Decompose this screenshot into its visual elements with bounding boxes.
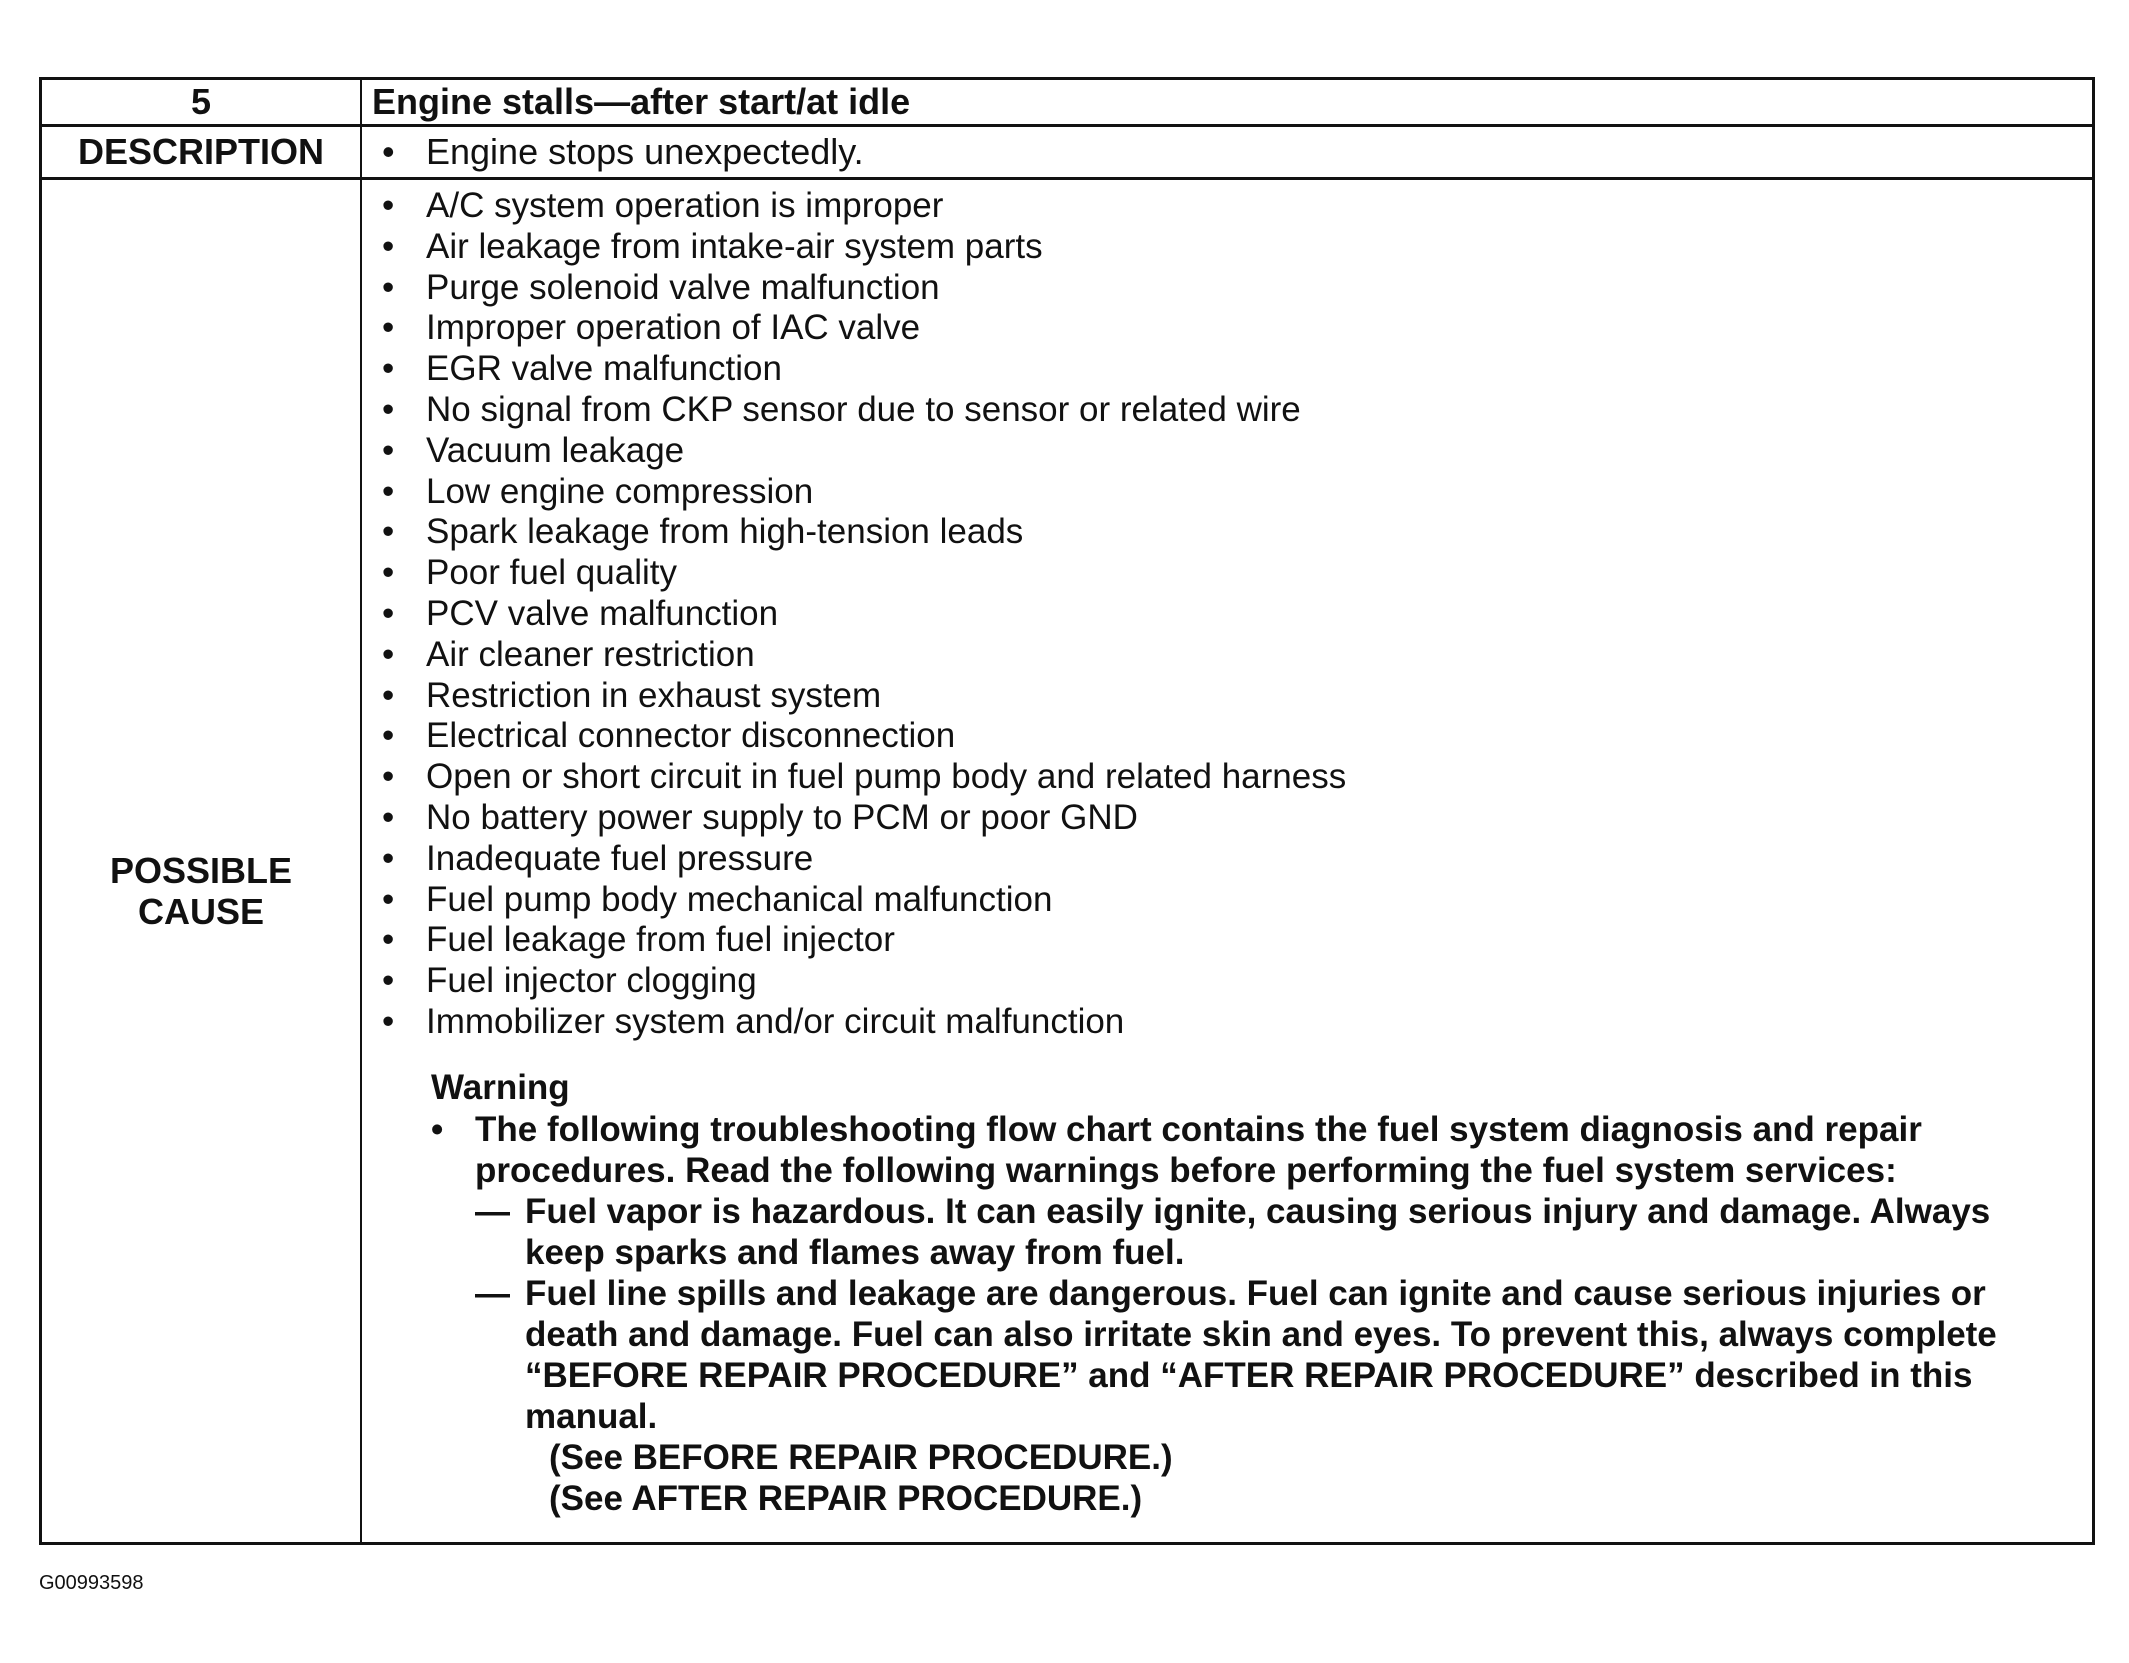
cause-item: • Electrical connector disconnection xyxy=(382,716,956,756)
bullet-icon: • xyxy=(382,553,395,593)
cause-item: • Air leakage from intake-air system parts xyxy=(382,226,1043,266)
bullet-icon: • xyxy=(382,961,395,1001)
possible-cause-label xyxy=(42,180,362,1542)
cause-item: • Immobilizer system and/or circuit malfunction xyxy=(382,1001,1125,1041)
cause-item: • Low engine compression xyxy=(382,471,814,511)
bullet-icon: • xyxy=(382,879,395,919)
cause-item: • A/C system operation is improper xyxy=(382,186,944,225)
bullet-icon: • xyxy=(382,430,395,470)
warning-block xyxy=(431,1067,2062,1519)
cause-list xyxy=(362,180,2092,1043)
cause-item: • Spark leakage from high-tension leads xyxy=(382,512,1024,552)
description-cell xyxy=(362,127,2092,177)
bullet-icon: • xyxy=(382,186,395,225)
bullet-icon: • xyxy=(382,349,395,389)
warning-item xyxy=(431,1109,2062,1519)
cause-item: • PCV valve malfunction xyxy=(382,593,779,633)
cause-item: • Open or short circuit in fuel pump body and related harness xyxy=(382,757,1347,797)
bullet-icon: • xyxy=(382,838,395,878)
cause-item: • Purge solenoid valve malfunction xyxy=(382,267,940,307)
bullet-icon: • xyxy=(382,1001,395,1041)
bullet-icon: • xyxy=(382,131,395,172)
description-label: DESCRIPTION xyxy=(42,127,362,177)
symptom-number: 5 xyxy=(42,80,362,124)
see-after-reference: (See AFTER REPAIR PROCEDURE.) xyxy=(549,1479,1143,1518)
cause-item: • Improper operation of IAC valve xyxy=(382,308,921,348)
warning-sub-item: — Fuel vapor is hazardous. It can easily ignite, causing serious injury and damage. Always keep sparks and flames away from fuel. xyxy=(475,1192,1991,1272)
see-before-reference: (See BEFORE REPAIR PROCEDURE.) xyxy=(549,1438,1173,1477)
bullet-icon: • xyxy=(382,226,395,266)
possible-cause-label-line2: CAUSE xyxy=(137,891,264,932)
bullet-icon: • xyxy=(382,512,395,552)
cause-item: • Fuel pump body mechanical malfunction xyxy=(382,879,1053,919)
bullet-icon: • xyxy=(382,634,395,674)
cause-item: • Air cleaner restriction xyxy=(382,634,755,674)
description-text: Engine stops unexpectedly. xyxy=(426,131,864,172)
bullet-icon: • xyxy=(382,308,395,348)
bullet-icon: • xyxy=(382,757,395,797)
warning-sub-list xyxy=(475,1191,2062,1519)
symptom-title: Engine stalls—after start/at idle xyxy=(372,81,911,122)
warning-sub-item: — Fuel line spills and leakage are dangerous. Fuel can ignite and cause serious injuries or death and damage. Fuel can also irritate skin and eyes. To prevent this, always complete “BEFORE REPAIR PROCEDURE” and “AFTER REPAIR PROCEDURE” described in this manual. xyxy=(475,1274,1997,1436)
bullet-icon: • xyxy=(382,593,395,633)
cause-item: • EGR valve malfunction xyxy=(382,349,782,389)
cause-item: • No battery power supply to PCM or poor GND xyxy=(382,797,1138,837)
bullet-icon: • xyxy=(382,675,395,715)
warning-main-text: The following troubleshooting flow chart contains the fuel system diagnosis and repair procedures. Read the following warnings before performing the fuel system services: xyxy=(475,1110,1922,1190)
possible-cause-row xyxy=(42,180,2092,1542)
dash-icon: — xyxy=(475,1192,510,1231)
cause-item: • Restriction in exhaust system xyxy=(382,675,882,715)
bullet-icon: • xyxy=(382,389,395,429)
possible-cause-cell xyxy=(362,180,2092,1542)
cause-item: • No signal from CKP sensor due to sensor or related wire xyxy=(382,389,1301,429)
cause-item: • Poor fuel quality xyxy=(382,553,677,593)
cause-item: • Fuel leakage from fuel injector xyxy=(382,920,895,960)
figure-code: G00993598 xyxy=(39,1572,144,1594)
cause-item: • Vacuum leakage xyxy=(382,430,685,470)
bullet-icon: • xyxy=(382,716,395,756)
bullet-icon: • xyxy=(382,920,395,960)
header-row xyxy=(42,80,2092,127)
bullet-icon: • xyxy=(382,471,395,511)
bullet-icon: • xyxy=(431,1110,444,1149)
possible-cause-label-line1: POSSIBLE xyxy=(109,850,293,891)
troubleshooting-table xyxy=(39,77,2095,1545)
warning-title: Warning xyxy=(431,1068,570,1107)
cause-item: • Fuel injector clogging xyxy=(382,961,757,1001)
bullet-icon: • xyxy=(382,797,395,837)
dash-icon: — xyxy=(475,1274,510,1313)
cause-item: • Inadequate fuel pressure xyxy=(382,838,814,878)
bullet-icon: • xyxy=(382,267,395,307)
description-row xyxy=(42,127,2092,180)
